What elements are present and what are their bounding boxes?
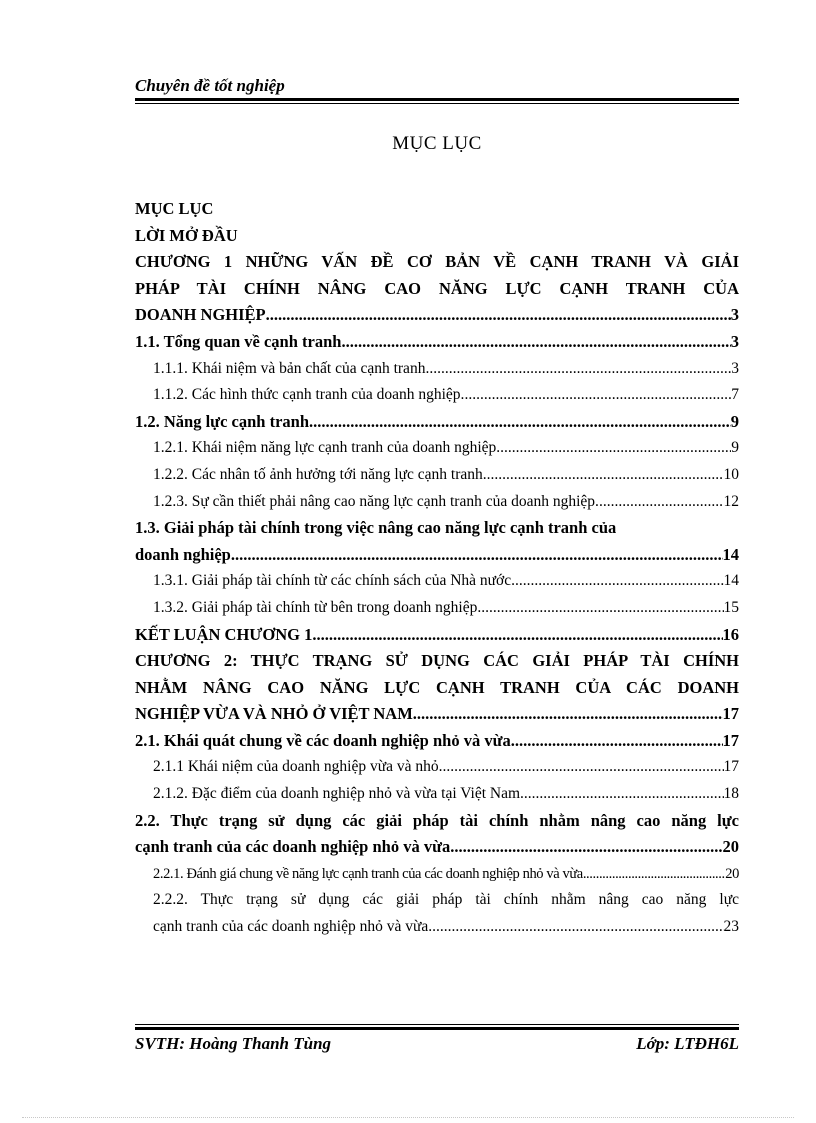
running-footer	[135, 1034, 739, 1054]
toc-entry-muc-luc[interactable]: MỤC LỤC	[135, 199, 214, 218]
toc-section-1-2[interactable]	[135, 409, 739, 436]
toc-section-2-2-1[interactable]	[135, 861, 739, 888]
toc-page-number: 9	[730, 411, 739, 431]
page-title: MỤC LỤC	[392, 133, 482, 154]
dot-leader	[309, 409, 731, 436]
toc-section-2-2-2-line-1[interactable]: 2.2.2. Thực trạng sử dụng các giải pháp tài chính nhằm nâng cao năng lực	[153, 891, 739, 909]
toc-entry-text: 1.1.1. Khái niệm và bản chất của cạnh tranh.	[153, 359, 430, 377]
dot-leader	[599, 489, 724, 516]
toc-section-1-3-2[interactable]	[135, 595, 739, 622]
dot-leader	[487, 462, 724, 489]
toc-section-1-3-line-1[interactable]: 1.3. Giải pháp tài chính trong việc nâng cao năng lực cạnh tranh của	[135, 518, 617, 538]
toc-section-1-2-1[interactable]	[135, 435, 739, 462]
toc-entry-text: 2.1.1 Khái niệm của doanh nghiệp vừa và nhỏ	[153, 758, 439, 776]
toc-chapter-1-line-1[interactable]: CHƯƠNG 1 NHỮNG VẤN ĐỀ CƠ BẢN VỀ CẠNH TRANH VÀ GIẢI	[135, 252, 739, 272]
toc-page-number: 12	[723, 492, 739, 510]
toc-chapter-2-line-2[interactable]: NHẰM NÂNG CAO NĂNG LỰC CẠNH TRANH CỦA CÁC DOANH	[135, 677, 739, 697]
dot-leader	[429, 356, 731, 383]
toc-section-1-3-line-2[interactable]	[135, 542, 739, 569]
toc-chapter-1-line-2[interactable]: PHÁP TÀI CHÍNH NÂNG CAO NĂNG LỰC CẠNH TRANH CỦA	[135, 278, 739, 298]
toc-page-number: 17	[723, 758, 739, 776]
toc-entry-text: doanh nghiệp	[135, 544, 231, 564]
toc-page-number: 14	[723, 572, 739, 590]
dot-leader	[450, 834, 722, 861]
footer-class: Lớp: LTĐH6L	[636, 1034, 739, 1053]
toc-page-number: 15	[723, 598, 739, 616]
toc-section-2-1-1[interactable]	[135, 754, 739, 781]
toc-entry-text: 1.3.2. Giải pháp tài chính từ bên trong doanh nghiệp.	[153, 598, 482, 616]
dot-leader	[312, 622, 722, 649]
toc-entry-text: 1.2.3. Sự cần thiết phải nâng cao năng lực cạnh tranh của doanh nghiệp.	[153, 492, 599, 510]
toc-section-2-2-line-2[interactable]	[135, 834, 739, 861]
toc-entry-text: 1.2. Năng lực cạnh tranh	[135, 411, 309, 431]
dot-leader	[481, 595, 723, 622]
toc-entry-text: NGHIỆP VỪA VÀ NHỎ Ở VIỆT NAM	[135, 704, 413, 724]
page-edge-divider	[22, 1117, 794, 1118]
toc-entry-text: cạnh tranh của các doanh nghiệp nhỏ và vừa	[135, 837, 451, 857]
toc-section-1-2-3[interactable]	[135, 489, 739, 516]
running-header: Chuyên đề tốt nghiệp	[135, 76, 285, 95]
toc-entry-text: 1.3.1. Giải pháp tài chính từ các chính sách của Nhà nước.	[153, 572, 516, 590]
toc-entry-loi-mo-dau[interactable]: LỜI MỞ ĐẦU	[135, 225, 238, 245]
dot-leader	[496, 435, 731, 462]
dot-leader	[464, 382, 731, 409]
toc-section-1-1-2[interactable]	[135, 382, 739, 409]
dot-leader	[432, 914, 723, 941]
toc-entry-text: 1.2.1. Khái niệm năng lực cạnh tranh của doanh nghiệp	[153, 439, 497, 457]
footer-student: SVTH: Hoàng Thanh Tùng	[135, 1034, 332, 1053]
dot-leader	[515, 568, 723, 595]
toc-section-2-2-line-1[interactable]: 2.2. Thực trạng sử dụng các giải pháp tài chính nhằm nâng cao năng lực	[135, 810, 739, 830]
dot-leader	[346, 329, 731, 356]
toc-entry-text: 1.2.2. Các nhân tố ảnh hưởng tới năng lực cạnh tranh.	[153, 465, 487, 483]
toc-page-number: 16	[722, 624, 739, 644]
dot-leader	[583, 861, 725, 888]
toc-page-number: 17	[722, 730, 739, 750]
toc-section-1-1[interactable]	[135, 329, 739, 356]
toc-entry-text: 2.2.1. Đánh giá chung về năng lực cạnh tranh của các doanh nghiệp nhỏ và vừa	[153, 865, 583, 882]
toc-chapter-2-line-3[interactable]	[135, 701, 739, 728]
dot-leader	[511, 728, 723, 755]
header-rule-thin	[135, 103, 739, 104]
toc-page-number: 7	[731, 386, 739, 404]
toc-page-number: 14	[722, 544, 739, 564]
dot-leader	[231, 542, 723, 569]
toc-entry-text: 2.1. Khái quát chung về các doanh nghiệp nhỏ và vừa	[135, 730, 511, 750]
toc-section-1-3-1[interactable]	[135, 568, 739, 595]
dot-leader	[520, 781, 723, 808]
toc-section-1-2-2[interactable]	[135, 462, 739, 489]
toc-entry-text: KẾT LUẬN CHƯƠNG 1	[135, 624, 313, 644]
toc-section-2-1[interactable]	[135, 728, 739, 755]
toc-chapter-2-line-1[interactable]: CHƯƠNG 2: THỰC TRẠNG SỬ DỤNG CÁC GIẢI PHÁP TÀI CHÍNH	[135, 651, 739, 671]
toc-page-number: 23	[723, 918, 739, 936]
toc-ket-luan-chuong-1[interactable]	[135, 622, 739, 649]
toc-page-number: 17	[722, 704, 739, 724]
toc-section-2-2-2-line-2[interactable]	[135, 914, 739, 941]
table-of-contents	[135, 196, 739, 941]
toc-page-number: 3	[731, 359, 739, 377]
toc-entry-text: 1.1.2. Các hình thức cạnh tranh của doanh nghiệp.	[153, 386, 465, 404]
footer-rule-thin	[135, 1024, 739, 1025]
toc-page-number: 20	[722, 837, 739, 857]
footer-rule-thick	[135, 1027, 739, 1030]
toc-section-2-1-2[interactable]	[135, 781, 739, 808]
toc-page-number: 9	[731, 439, 739, 457]
toc-chapter-1-line-3[interactable]	[135, 302, 739, 329]
toc-page-number: 20	[725, 865, 739, 882]
toc-page-number: 3	[730, 331, 739, 351]
toc-page-number: 18	[723, 785, 739, 803]
dot-leader	[266, 302, 731, 329]
toc-entry-text: DOANH NGHIỆP	[135, 305, 266, 325]
toc-entry-text: 1.1. Tổng quan về cạnh tranh.	[135, 331, 346, 351]
toc-entry-text: cạnh tranh của các doanh nghiệp nhỏ và vừa.	[153, 918, 433, 936]
toc-entry-text: 2.1.2. Đặc điểm của doanh nghiệp nhỏ và vừa tại Việt Nam	[153, 785, 521, 803]
toc-page-number: 3	[730, 305, 739, 325]
toc-page-number: 10	[723, 465, 739, 483]
toc-section-1-1-1[interactable]	[135, 356, 739, 383]
dot-leader	[439, 754, 724, 781]
dot-leader	[413, 701, 723, 728]
header-rule-thick	[135, 98, 739, 101]
